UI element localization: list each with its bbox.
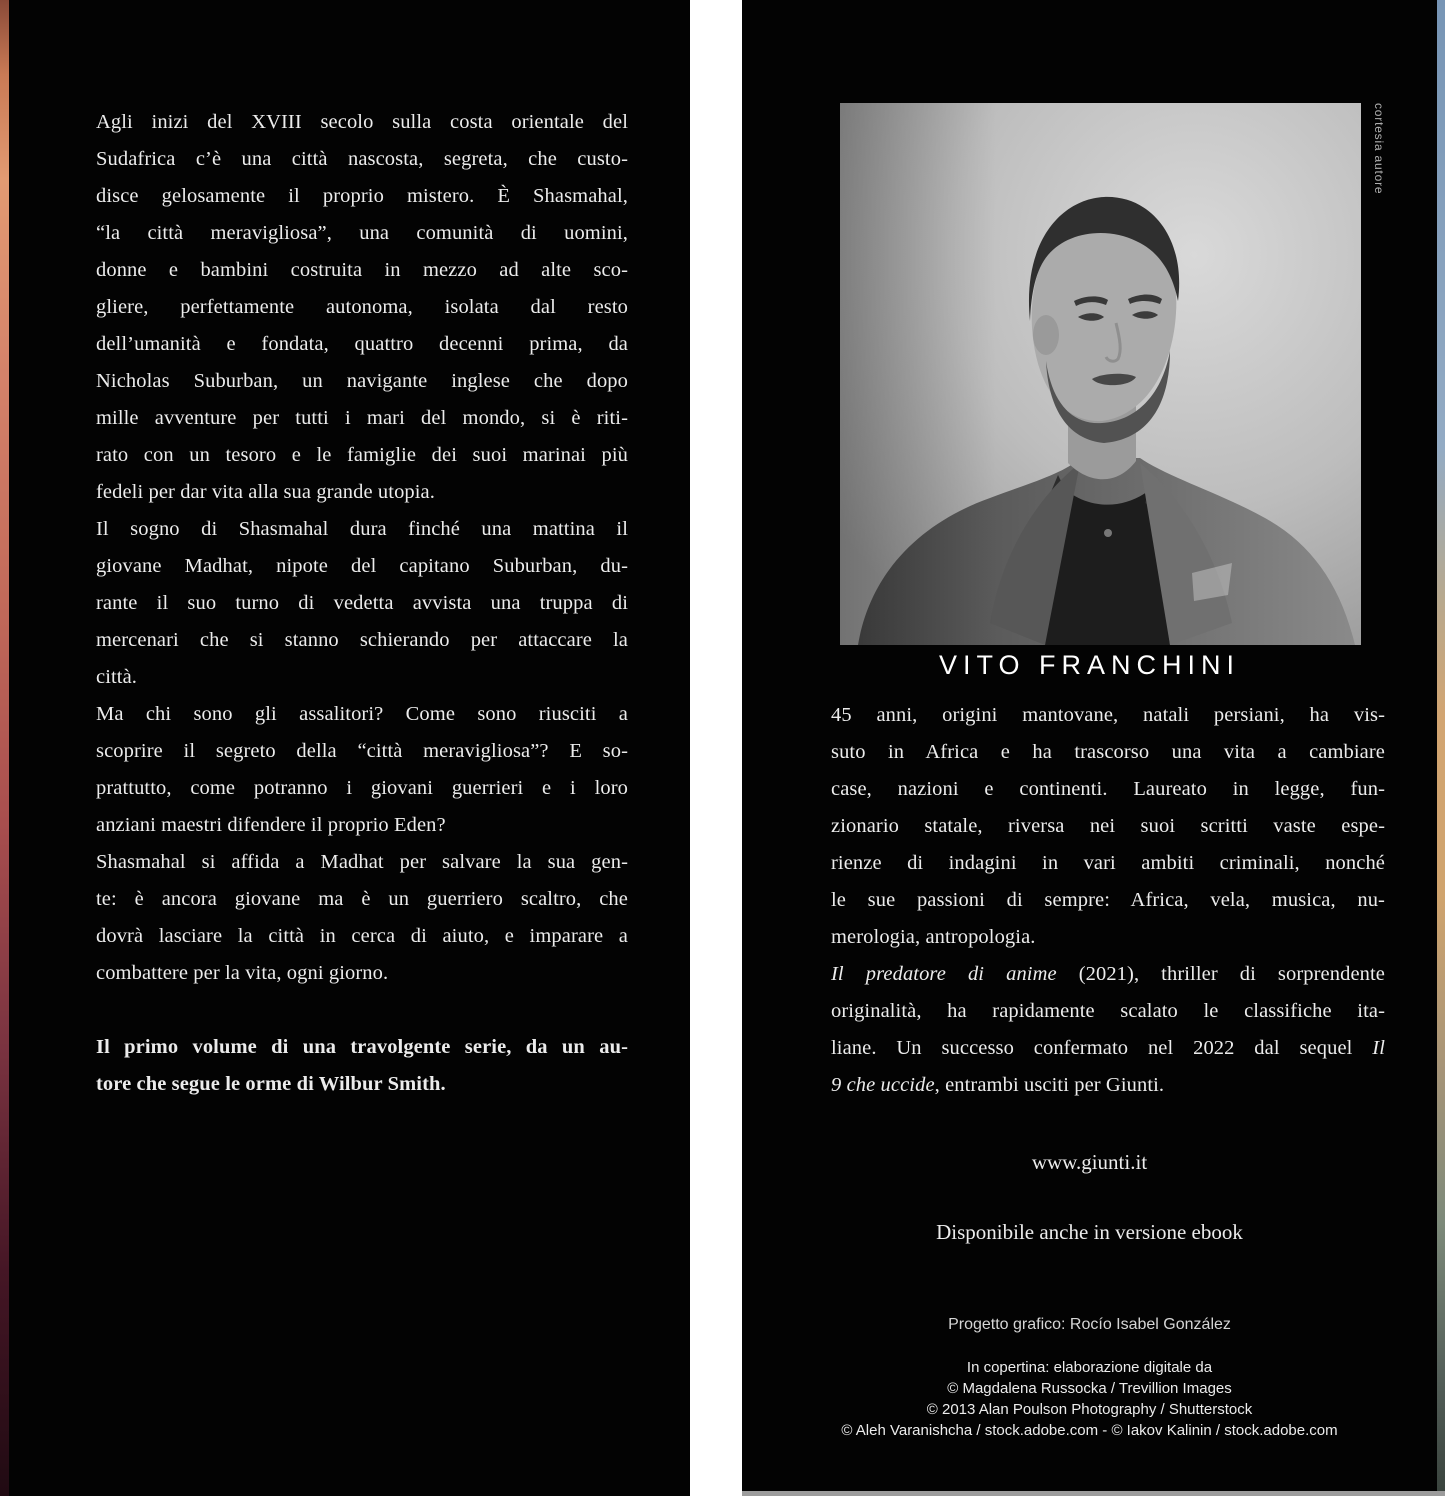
synopsis-text [96, 104, 628, 1103]
front-flap [9, 0, 690, 1496]
bio-paragraph-2: Il predatore di anime (2021), thriller di sorprendente originalità, ha rapidamente scalato le classifiche ita- liane. Un successo confermato nel 2022 dal sequel Il 9 che uccide, entrambi usciti per Giunti. [831, 963, 1385, 1096]
ebook-note: Disponibile anche in versione ebook [936, 1220, 1243, 1244]
author-bio [831, 697, 1385, 1104]
publisher-website: www.giunti.it [1031, 1150, 1148, 1174]
spacer [96, 992, 628, 1029]
credits-block [742, 1315, 1437, 1441]
photo-credit: cortesia autore [1372, 103, 1386, 195]
author-photo [840, 103, 1361, 645]
author-portrait-illustration [840, 103, 1361, 645]
cover-credits: In copertina: elaborazione digitale da © Magdalena Russocka / Trevillion Images © 2013 Alan Poulson Photography / Shutterstock © Aleh Varanishcha / stock.adobe.com - © Iakov Kalinin / stock.adobe.com [841, 1359, 1338, 1439]
bio-paragraph-1: 45 anni, origini mantovane, natali persiani, ha vis- suto in Africa e ha trascorso una vita a cambiare case, nazioni e continenti. Laureato in legge, fun- zionario statale, riversa nei suoi scritti vaste espe- rienze di indagini in vari ambiti criminali, nonché le sue passioni di sempre: Africa, vela, musica, nu- merologia, antropologia. [831, 704, 1385, 948]
synopsis-paragraph-1: Agli inizi del XVIII secolo sulla costa orientale del Sudafrica c’è una città nascosta, segreta, che custo- disce gelosamente il proprio mistero. È Shasmahal, “la città meravigliosa”, una comunità di uomini, donne e bambini costruita in mezzo ad alte sco- gliere, perfettamente autonoma, isolata dal resto dell’umanità e fondata, quattro decenni prima, da Nicholas Suburban, un navigante inglese che dopo mille avventure per tutti i mari del mondo, si è riti- rato con un tesoro e le famiglie dei suoi marinai più fedeli per dar vita alla sua grande utopia. [96, 111, 628, 503]
back-flap [742, 0, 1437, 1491]
synopsis-paragraph-2: Il sogno di Shasmahal dura finché una mattina il giovane Madhat, nipote del capitano Suburban, du- rante il suo turno di vedetta avvista una truppa di mercenari che si stanno schierando per attaccare la città. [96, 518, 628, 688]
cover-edge-right [1437, 0, 1445, 1491]
author-name: VITO FRANCHINI [938, 650, 1240, 680]
design-credit: Progetto grafico: Rocío Isabel González [948, 1316, 1231, 1333]
flap-bottom-edge [742, 1491, 1445, 1496]
cover-edge-left [0, 0, 9, 1496]
tagline: Il primo volume di una travolgente serie, da un au- tore che segue le orme di Wilbur Smith. [96, 1036, 628, 1095]
synopsis-paragraph-4: Shasmahal si affida a Madhat per salvare la sua gen- te: è ancora giovane ma è un guerriero scaltro, che dovrà lasciare la città in cerca di aiuto, e imparare a combattere per la vita, ogni giorno. [96, 851, 628, 984]
synopsis-paragraph-3: Ma chi sono gli assalitori? Come sono riusciti a scoprire il segreto della “città meravigliosa”? E so- prattutto, come potranno i giovani guerrieri e i loro anziani maestri difendere il proprio Eden? [96, 703, 628, 836]
